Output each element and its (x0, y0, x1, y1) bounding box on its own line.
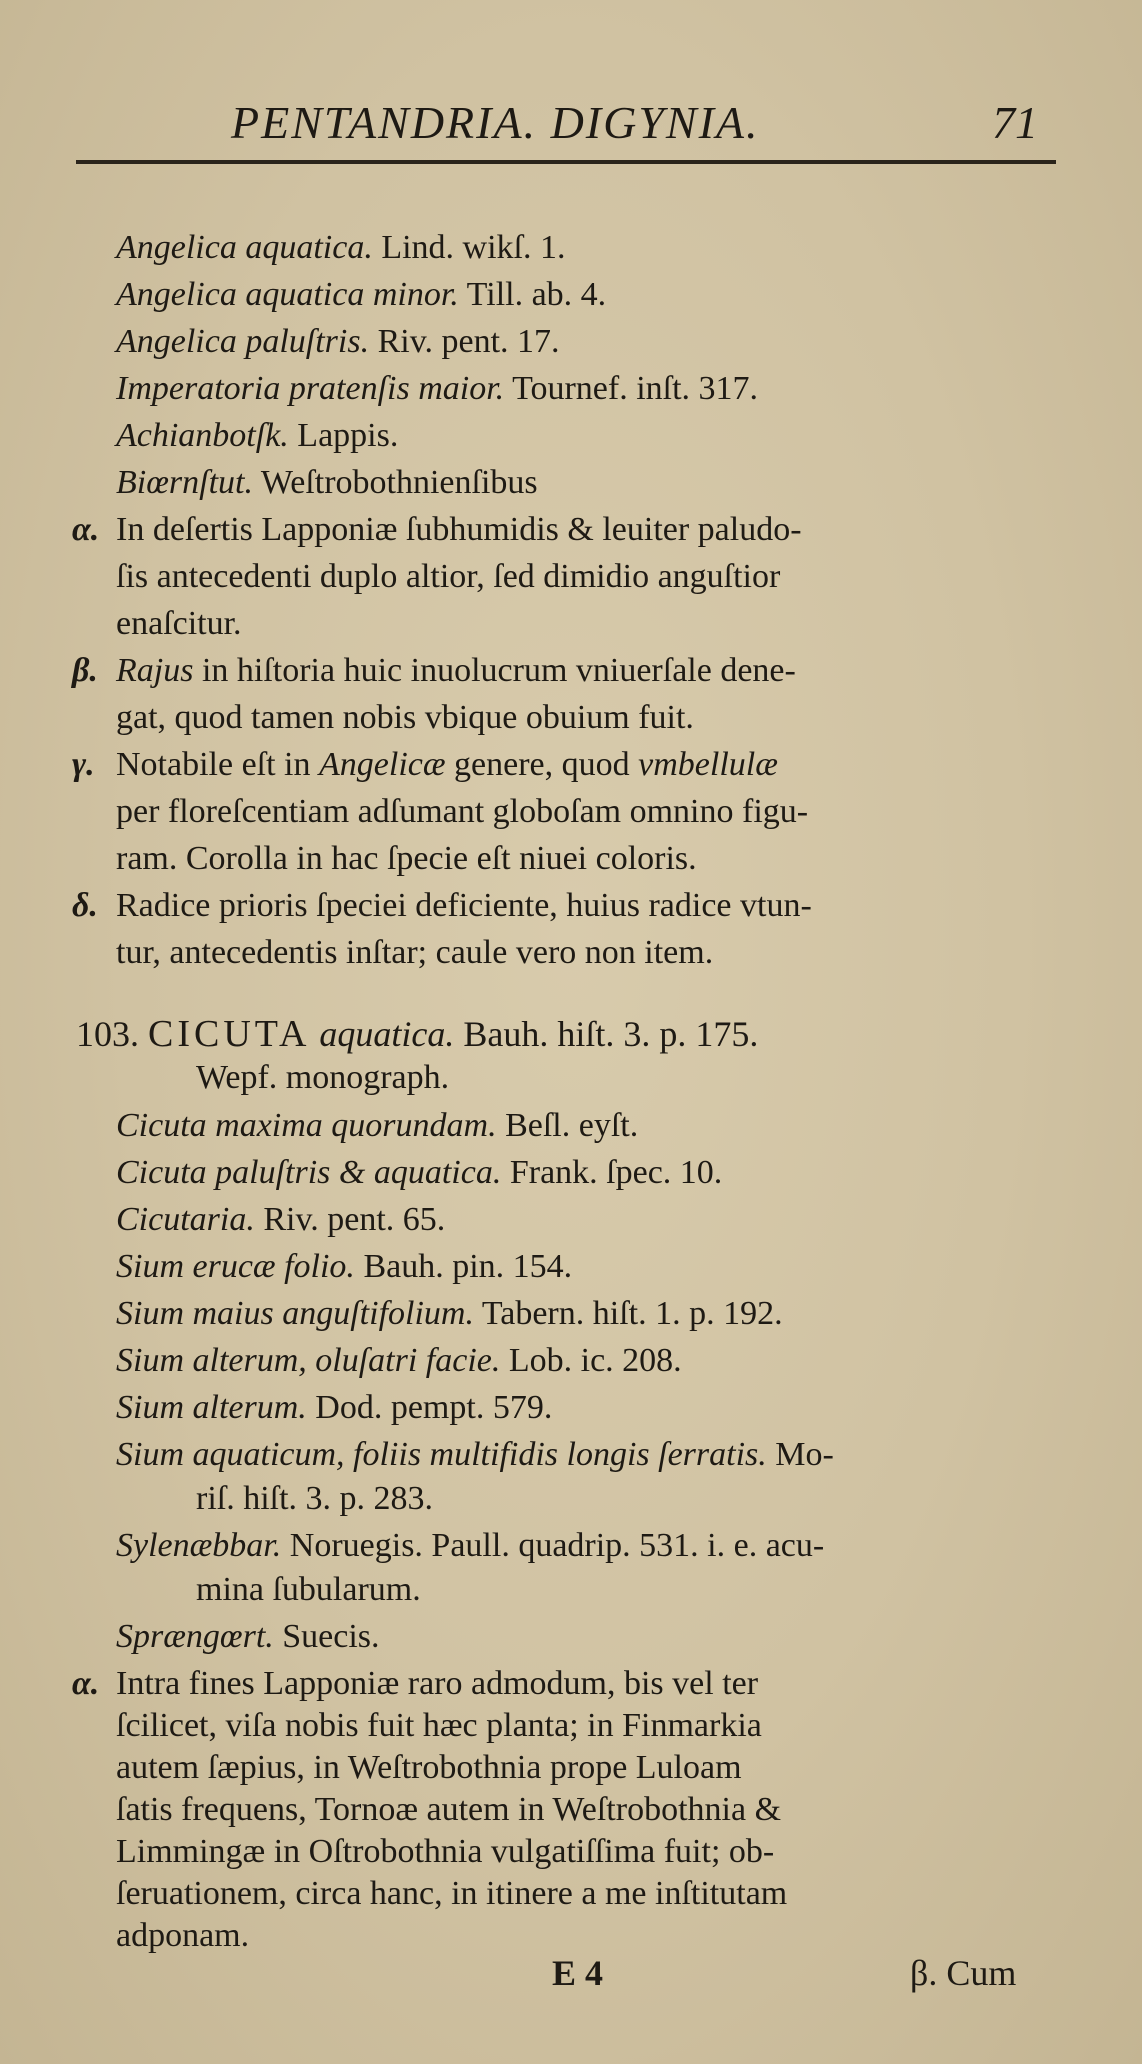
text-line: Rajus in hiſtoria huic inuolucrum vniuerſale dene- (116, 652, 796, 689)
synonym-line: mina ſubularum. (196, 1571, 421, 1608)
entry-genus: CICUTA (148, 1013, 311, 1055)
text-line: Imperatoria pratenſis maior. Tournef. inſt. 317. (116, 370, 759, 407)
text-line: Angelica aquatica. Lind. wikſ. 1. (116, 229, 566, 266)
note-mark: β. (72, 652, 98, 689)
synonym-line: Cicuta maxima quorundam. Beſl. eyſt. (116, 1107, 639, 1144)
text-line: tur, antecedentis inſtar; caule vero non item. (116, 934, 714, 971)
text-line: ſatis frequens, Tornoæ autem in Weſtrobothnia & (116, 1791, 782, 1828)
text-line: ram. Corolla in hac ſpecie eſt niuei coloris. (116, 840, 697, 877)
entry-species: aquatica. (319, 1014, 455, 1054)
synonym-line: Sium maius anguſtifolium. Tabern. hiſt. 1. p. 192. (116, 1295, 783, 1332)
synonym-line: Sium erucæ folio. Bauh. pin. 154. (116, 1248, 573, 1285)
synonym-line: Sium alterum. Dod. pempt. 579. (116, 1389, 553, 1426)
entry-heading (76, 1014, 758, 1054)
text-line: Biœrnſtut. Weſtrobothnienſibus (116, 464, 538, 501)
entry-reference: Bauh. hiſt. 3. p. 175. (454, 1014, 759, 1054)
text-line: ſcilicet, viſa nobis fuit hæc planta; in Finmarkia (116, 1707, 762, 1744)
synonym-line: Cicuta paluſtris & aquatica. Frank. ſpec. 10. (116, 1154, 723, 1191)
text-line: adponam. (116, 1917, 250, 1954)
text-line: per floreſcentiam adſumant globoſam omnino figu- (116, 793, 809, 830)
running-title: PENTANDRIA. DIGYNIA. (231, 97, 760, 148)
text-line: Notabile eſt in Angelicæ genere, quod vmbellulæ (116, 746, 778, 783)
synonym-line: Cicutaria. Riv. pent. 65. (116, 1201, 446, 1238)
synonym-line: Sprængœrt. Suecis. (116, 1618, 380, 1655)
text-line: Achianbotſk. Lappis. (116, 417, 399, 454)
running-header (76, 96, 1056, 156)
note-mark: α. (72, 511, 100, 548)
entry-reference-continued: Wepf. monograph. (196, 1059, 450, 1096)
text-line: In deſertis Lapponiæ ſubhumidis & leuiter paludo- (116, 511, 802, 548)
signature-mark: E 4 (552, 1953, 604, 1993)
text-line: ſis antecedenti duplo altior, ſed dimidio anguſtior (116, 558, 781, 595)
catchword: β. Cum (910, 1953, 1017, 1993)
text-line: Angelica aquatica minor. Till. ab. 4. (116, 276, 607, 313)
synonym-line: Sylenæbbar. Noruegis. Paull. quadrip. 531. i. e. acu- (116, 1527, 825, 1564)
text-line: enaſcitur. (116, 605, 242, 642)
synonym-line: Sium alterum, oluſatri facie. Lob. ic. 208. (116, 1342, 682, 1379)
entry-number: 103. (76, 1014, 139, 1054)
header-rule (76, 160, 1056, 164)
text-line: gat, quod tamen nobis vbique obuium fuit. (116, 699, 694, 736)
synonym-line: riſ. hiſt. 3. p. 283. (196, 1480, 434, 1517)
text-line: Radice prioris ſpeciei deficiente, huius radice vtun- (116, 887, 812, 924)
note-mark: δ. (72, 887, 98, 924)
text-line: autem ſæpius, in Weſtrobothnia prope Luloam (116, 1749, 742, 1786)
synonym-line: Sium aquaticum, foliis multifidis longis ſerratis. Mo- (116, 1436, 834, 1473)
text-line: Angelica paluſtris. Riv. pent. 17. (116, 323, 560, 360)
text-line: Limmingæ in Oſtrobothnia vulgatiſſima fuit; ob- (116, 1833, 775, 1870)
page-number: 71 (992, 97, 1038, 148)
note-mark: γ. (72, 746, 95, 783)
text-line: Intra fines Lapponiæ raro admodum, bis vel ter (116, 1665, 759, 1702)
text-line: ſeruationem, circa hanc, in itinere a me inſtitutam (116, 1875, 788, 1912)
note-mark: α. (72, 1665, 100, 1702)
